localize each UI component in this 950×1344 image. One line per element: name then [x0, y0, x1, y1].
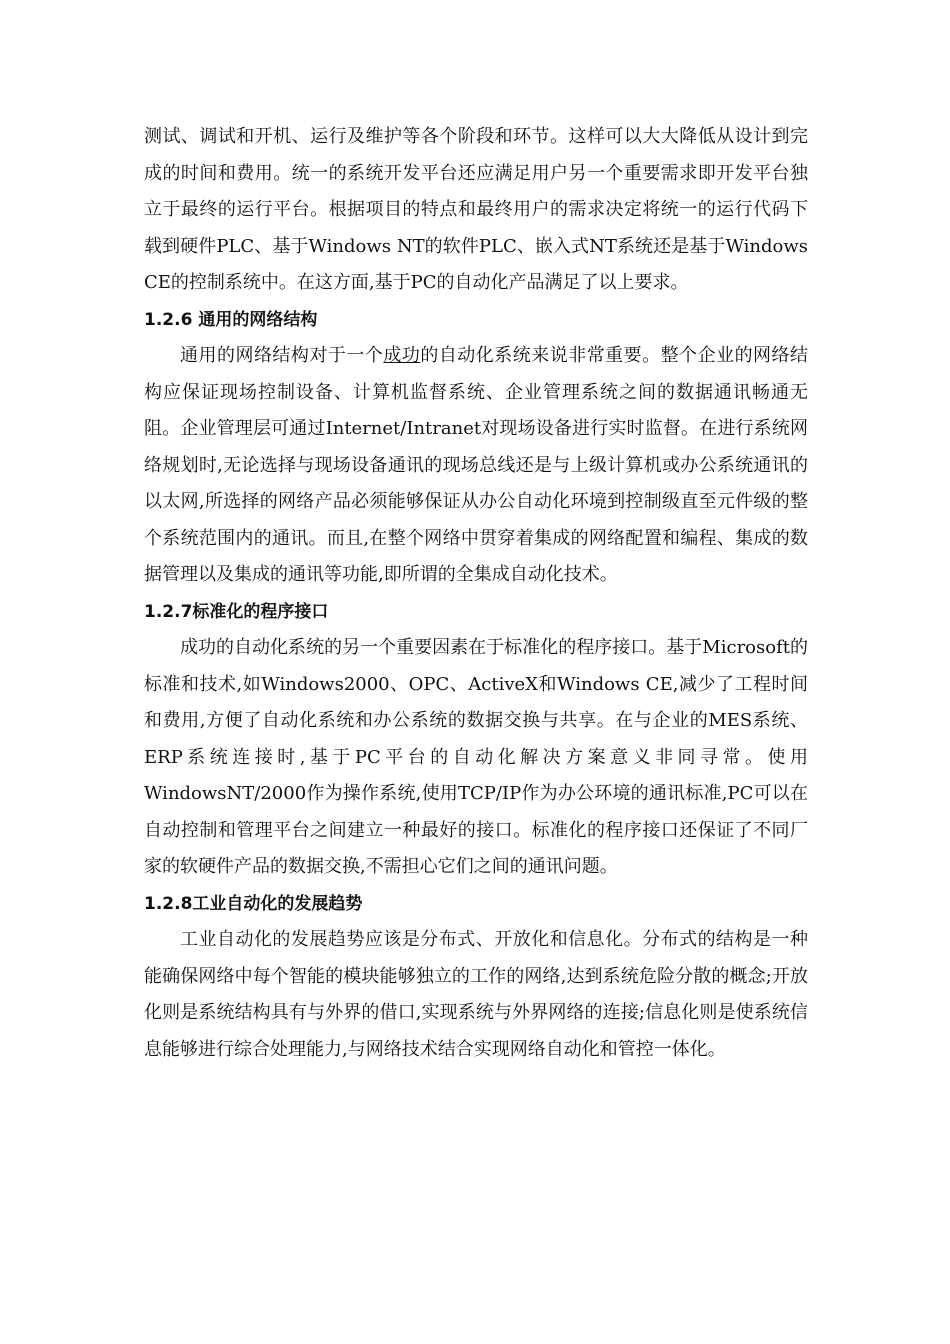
paragraph-text: 通用的网络结构对于一个 [180, 345, 384, 366]
section-1-2-6-paragraph [144, 338, 808, 594]
paragraph-text: 的自动化系统来说非常重要。整个企业的网络结构应保证现场控制设备、计算机监督系统、企业管理系统之间的数据通讯畅通无阻。企业管理层可通过Internet/Intranet对现场设备进行实时监督。在进行系统网络规划时,无论选择与现场设备通讯的现场总线还是与上级计算机或办公系统通讯的以太网,所选择的网络产品必须能够保证从办公自动化环境到控制级直至元件级的整个系统范围内的通讯。而且,在整个网络中贯穿着集成的网络配置和编程、集成的数据管理以及集成的通讯等功能,即所谓的全集成自动化技术。 [144, 345, 809, 585]
section-heading-1-2-7: 1.2.7标准化的程序接口 [144, 601, 329, 622]
section-heading-1-2-8: 1.2.8工业自动化的发展趋势 [144, 893, 363, 914]
section-1-2-8-paragraph: 工业自动化的发展趋势应该是分布式、开放化和信息化。分布式的结构是一种能确保网络中每个智能的模块能够独立的工作的网络,达到系统危险分散的概念;开放化则是系统结构具有与外界的借口,实现系统与外界网络的连接;信息化则是使系统信息能够进行综合处理能力,与网络技术结合实现网络自动化和管控一体化。 [144, 929, 808, 1060]
section-1-2-7-paragraph: 成功的自动化系统的另一个重要因素在于标准化的程序接口。基于Microsoft的标准和技术,如Windows2000、OPC、ActiveX和Windows CE,减少了工程时间和费用,方便了自动化系统和办公系统的数据交换与共享。在与企业的MES系统、ERP系统连接时,基于PC平台的自动化解决方案意义非同寻常。使用WindowsNT/2000作为操作系统,使用TCP/IP作为办公环境的通讯标准,PC可以在自动控制和管理平台之间建立一种最好的接口。标准化的程序接口还保证了不同厂家的软硬件产品的数据交换,不需担心它们之间的通讯问题。 [144, 637, 808, 877]
intro-paragraph: 测试、调试和开机、运行及维护等各个阶段和环节。这样可以大大降低从设计到完成的时间和费用。统一的系统开发平台还应满足用户另一个重要需求即开发平台独立于最终的运行平台。根据项目的特点和最终用户的需求决定将统一的运行代码下载到硬件PLC、基于Windows NT的软件PLC、嵌入式NT系统还是基于Windows CE的控制系统中。在这方面,基于PC的自动化产品满足了以上要求。 [144, 126, 808, 293]
section-heading-1-2-6: 1.2.6 通用的网络结构 [144, 309, 318, 330]
success-link[interactable]: 成功 [383, 345, 421, 366]
document-body [144, 119, 808, 1068]
